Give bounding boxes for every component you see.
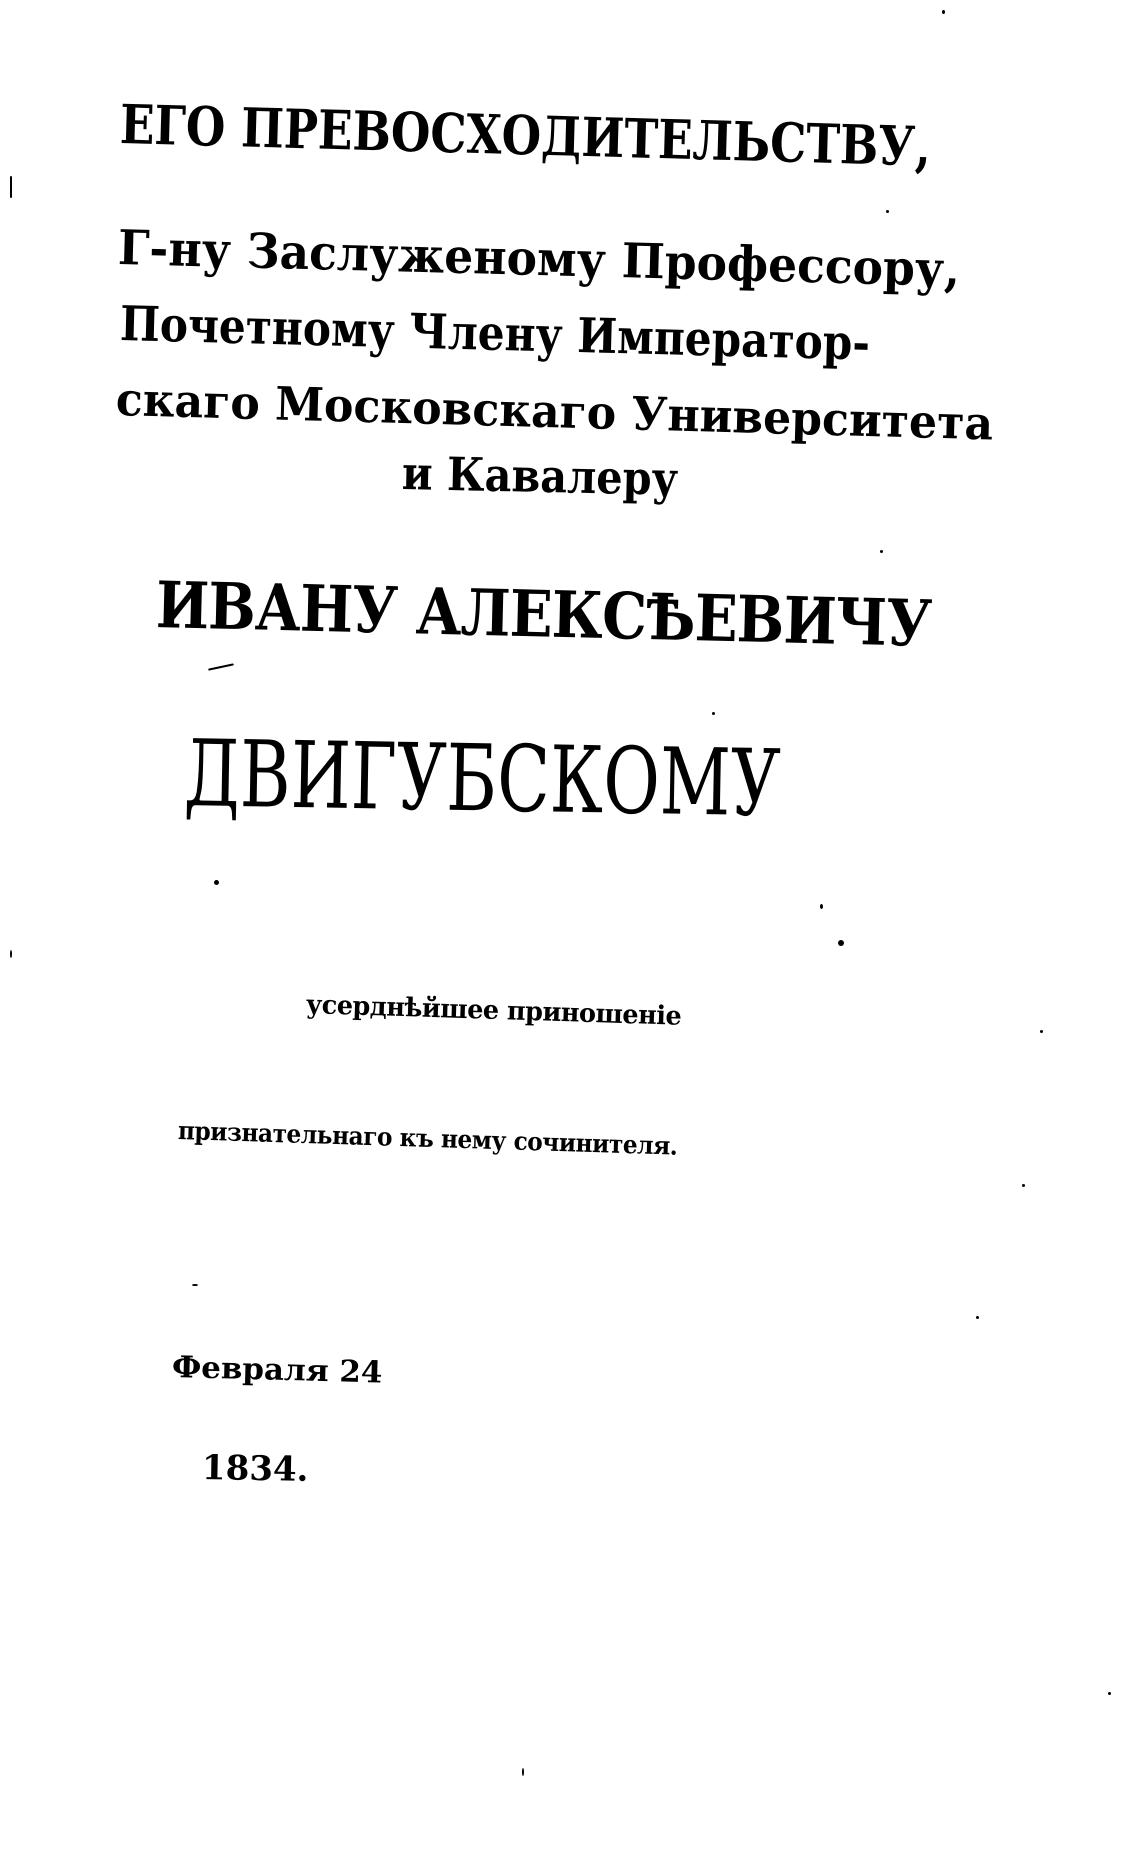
scan-speck xyxy=(976,1316,979,1319)
scan-speck xyxy=(10,950,12,958)
dedication-title-line: Г-ну Заслуженому Профессору, xyxy=(117,220,961,299)
dedication-heading: ЕГО ПРЕВОСХОДИТЕЛЬСТВУ, xyxy=(119,92,932,179)
dedication-title-line: и Кавалеру xyxy=(401,446,679,506)
scan-speck xyxy=(712,712,715,715)
scan-speck xyxy=(1108,1692,1111,1695)
scan-speck xyxy=(1022,1184,1025,1187)
recipient-surname: ДВИГУБСКОМУ xyxy=(183,720,782,838)
dedication-title-line: скаго Московскаго Университета xyxy=(115,372,994,451)
scan-speck xyxy=(522,1768,524,1776)
scan-speck xyxy=(880,550,883,553)
offering-line: усерднѣйшее приношеніе xyxy=(305,990,682,1032)
scan-speck xyxy=(208,663,234,670)
dedication-title-line: Почетному Члену Император- xyxy=(119,296,871,372)
date-line: Февраля 24 xyxy=(171,1350,383,1391)
scan-speck xyxy=(214,880,219,885)
scan-speck xyxy=(192,1284,198,1286)
scan-speck xyxy=(942,10,945,14)
offering-line: признательнаго къ нему сочинителя. xyxy=(177,1116,678,1161)
recipient-name: ИВАНУ АЛЕКСѢЕВИЧУ xyxy=(155,568,933,662)
scan-speck xyxy=(10,176,12,198)
scan-speck xyxy=(1040,1030,1043,1033)
scan-speck xyxy=(886,210,889,213)
year-line: 1834. xyxy=(201,1448,309,1490)
scan-speck xyxy=(820,904,823,909)
scan-speck xyxy=(838,940,844,946)
